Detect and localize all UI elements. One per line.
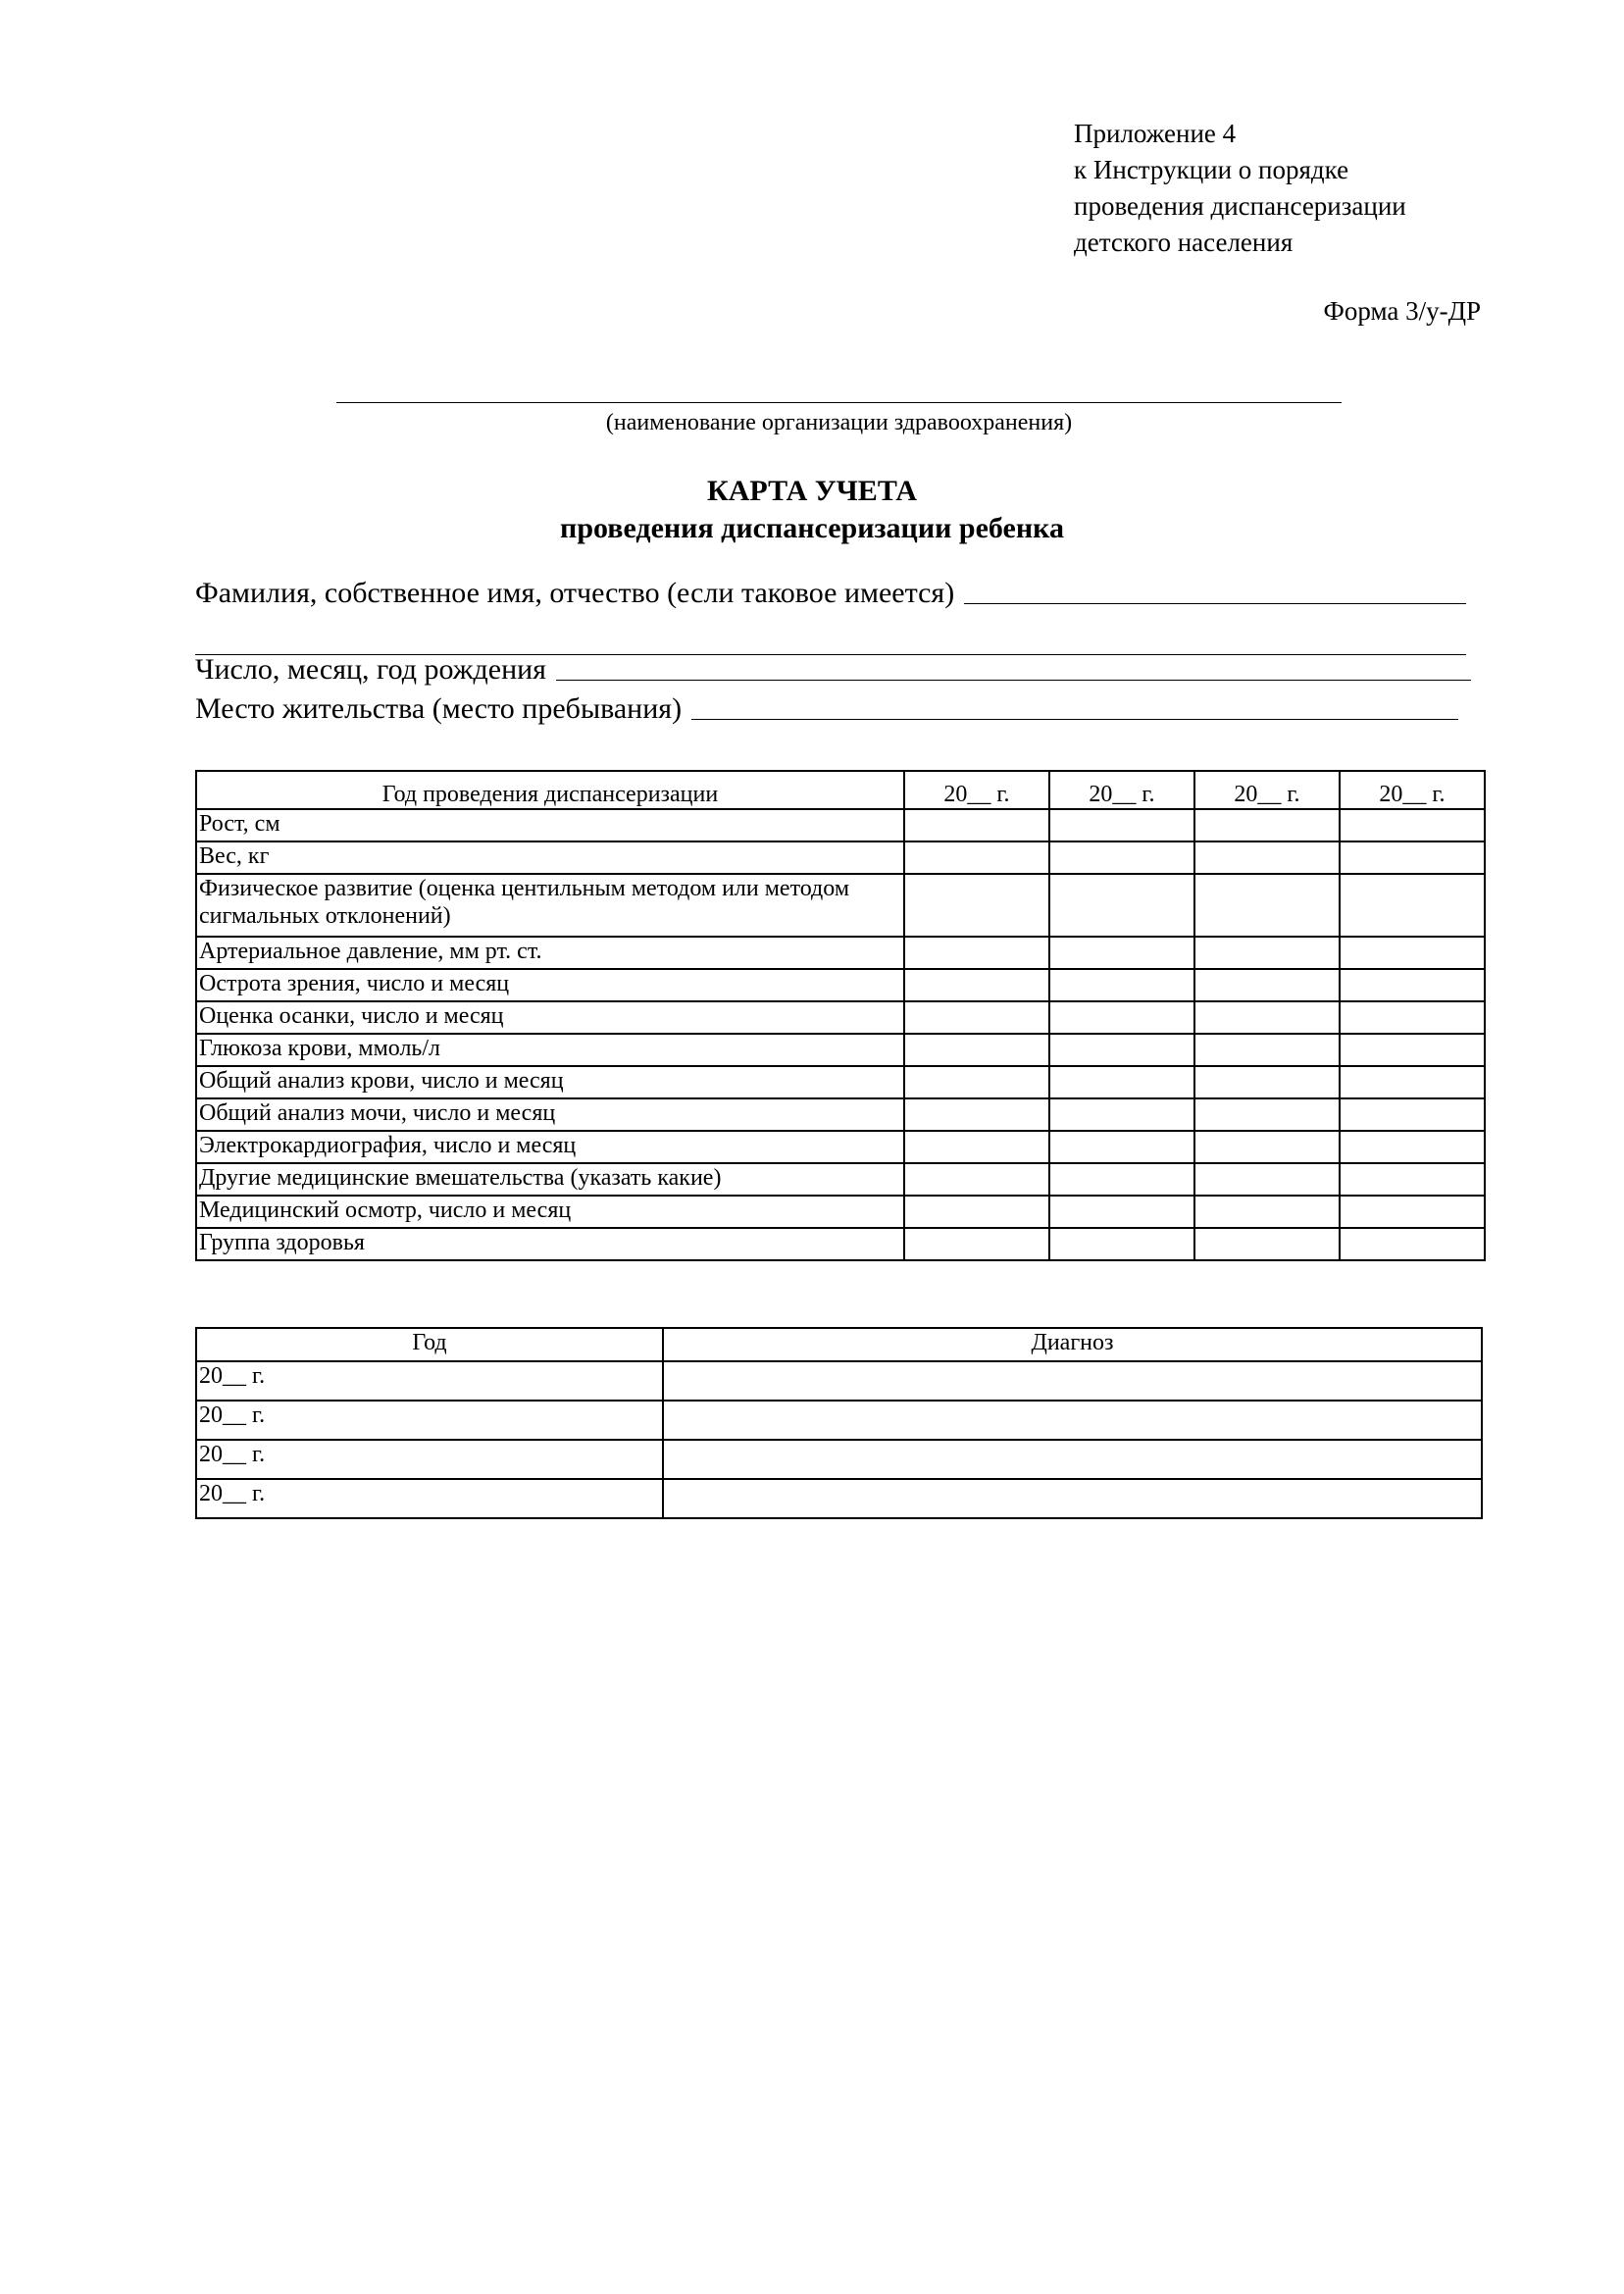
diagnosis-cell[interactable] xyxy=(663,1479,1482,1518)
row-label: Группа здоровья xyxy=(196,1228,904,1260)
appendix-line: к Инструкции о порядке xyxy=(1074,155,1349,184)
data-cell[interactable] xyxy=(1194,809,1340,841)
row-label: Другие медицинские вмешательства (указать какие) xyxy=(196,1163,904,1196)
table-row xyxy=(196,841,1485,874)
title-line-1: КАРТА УЧЕТА xyxy=(706,475,917,507)
appendix-line: Приложение 4 xyxy=(1074,119,1237,148)
data-cell[interactable] xyxy=(1049,874,1194,937)
appendix-line: детского населения xyxy=(1074,228,1294,257)
data-cell[interactable] xyxy=(1194,969,1340,1001)
year-cell: 20__ г. xyxy=(196,1440,663,1479)
row-label: Рост, см xyxy=(196,809,904,841)
data-cell[interactable] xyxy=(1049,1098,1194,1131)
data-cell[interactable] xyxy=(1340,1066,1485,1098)
year-cell: 20__ г. xyxy=(196,1401,663,1440)
row-label: Вес, кг xyxy=(196,841,904,874)
appendix-line: проведения диспансеризации xyxy=(1074,191,1406,221)
residence-input-line[interactable] xyxy=(691,718,1458,720)
examination-header-row xyxy=(196,771,1485,809)
table-row xyxy=(196,969,1485,1001)
data-cell[interactable] xyxy=(904,1001,1049,1034)
data-cell[interactable] xyxy=(904,1066,1049,1098)
header-year-col: 20__ г. xyxy=(1194,771,1340,809)
data-cell[interactable] xyxy=(904,1163,1049,1196)
data-cell[interactable] xyxy=(1340,1196,1485,1228)
header-year-col: 20__ г. xyxy=(1049,771,1194,809)
diagnosis-cell[interactable] xyxy=(663,1440,1482,1479)
year-cell: 20__ г. xyxy=(196,1479,663,1518)
data-cell[interactable] xyxy=(1340,1098,1485,1131)
birth-date-input-line[interactable] xyxy=(556,679,1471,681)
table-row xyxy=(196,1479,1482,1518)
data-cell[interactable] xyxy=(1194,1131,1340,1163)
diagnosis-header-row xyxy=(196,1328,1482,1361)
data-cell[interactable] xyxy=(1194,841,1340,874)
data-cell[interactable] xyxy=(904,1196,1049,1228)
data-cell[interactable] xyxy=(1194,1001,1340,1034)
data-cell[interactable] xyxy=(1340,969,1485,1001)
table-row xyxy=(196,1228,1485,1260)
fio-field xyxy=(195,577,1466,610)
table-row xyxy=(196,1001,1485,1034)
data-cell[interactable] xyxy=(1194,1066,1340,1098)
data-cell[interactable] xyxy=(1194,1228,1340,1260)
fio-label: Фамилия, собственное имя, отчество (если таковое имеется) xyxy=(195,577,955,609)
data-cell[interactable] xyxy=(1340,1131,1485,1163)
data-cell[interactable] xyxy=(1194,1196,1340,1228)
header-year: Год xyxy=(196,1328,663,1361)
header-year-col: 20__ г. xyxy=(904,771,1049,809)
row-label: Общий анализ мочи, число и месяц xyxy=(196,1098,904,1131)
header-exam-year: Год проведения диспансеризации xyxy=(196,771,904,809)
diagnosis-table xyxy=(195,1327,1483,1519)
header-year-col: 20__ г. xyxy=(1340,771,1485,809)
data-cell[interactable] xyxy=(1340,1163,1485,1196)
data-cell[interactable] xyxy=(1049,969,1194,1001)
table-row xyxy=(196,1401,1482,1440)
data-cell[interactable] xyxy=(1049,841,1194,874)
data-cell[interactable] xyxy=(1194,874,1340,937)
residence-field xyxy=(195,692,1458,726)
examination-table xyxy=(195,770,1486,1261)
data-cell[interactable] xyxy=(1194,1034,1340,1066)
data-cell[interactable] xyxy=(1049,809,1194,841)
data-cell[interactable] xyxy=(1049,1034,1194,1066)
table-row xyxy=(196,1066,1485,1098)
title-line-2: проведения диспансеризации ребенка xyxy=(560,512,1064,544)
table-row xyxy=(196,809,1485,841)
table-row xyxy=(196,937,1485,969)
row-label: Физическое развитие (оценка центильным методом или методом сигмальных отклонений) xyxy=(196,874,904,937)
row-label: Электрокардиография, число и месяц xyxy=(196,1131,904,1163)
data-cell[interactable] xyxy=(904,937,1049,969)
data-cell[interactable] xyxy=(904,969,1049,1001)
table-row xyxy=(196,1440,1482,1479)
organization-name-line[interactable] xyxy=(336,402,1342,403)
fio-input-line[interactable] xyxy=(964,602,1466,604)
data-cell[interactable] xyxy=(1049,1131,1194,1163)
document-title xyxy=(0,473,1624,547)
data-cell[interactable] xyxy=(1049,1066,1194,1098)
table-row xyxy=(196,1034,1485,1066)
table-row xyxy=(196,1196,1485,1228)
birth-date-field xyxy=(195,653,1471,687)
birth-date-label: Число, месяц, год рождения xyxy=(195,653,546,686)
table-row xyxy=(196,874,1485,937)
data-cell[interactable] xyxy=(904,874,1049,937)
data-cell[interactable] xyxy=(904,1228,1049,1260)
data-cell[interactable] xyxy=(1340,937,1485,969)
data-cell[interactable] xyxy=(1340,809,1485,841)
organization-caption: (наименование организации здравоохранения) xyxy=(605,410,1073,435)
data-cell[interactable] xyxy=(904,1098,1049,1131)
row-label: Медицинский осмотр, число и месяц xyxy=(196,1196,904,1228)
data-cell[interactable] xyxy=(1049,1163,1194,1196)
diagnosis-cell[interactable] xyxy=(663,1361,1482,1401)
data-cell[interactable] xyxy=(1340,841,1485,874)
residence-label: Место жительства (место пребывания) xyxy=(195,692,683,725)
row-label: Острота зрения, число и месяц xyxy=(196,969,904,1001)
table-row xyxy=(196,1131,1485,1163)
row-label: Оценка осанки, число и месяц xyxy=(196,1001,904,1034)
header-diagnosis: Диагноз xyxy=(663,1328,1482,1361)
row-label: Глюкоза крови, ммоль/л xyxy=(196,1034,904,1066)
data-cell[interactable] xyxy=(904,841,1049,874)
data-cell[interactable] xyxy=(1340,1001,1485,1034)
data-cell[interactable] xyxy=(1049,1196,1194,1228)
data-cell[interactable] xyxy=(1340,1034,1485,1066)
diagnosis-cell[interactable] xyxy=(663,1401,1482,1440)
data-cell[interactable] xyxy=(1049,1228,1194,1260)
year-cell: 20__ г. xyxy=(196,1361,663,1401)
appendix-reference xyxy=(1074,116,1406,261)
data-cell[interactable] xyxy=(1049,1001,1194,1034)
data-cell[interactable] xyxy=(1194,937,1340,969)
row-label: Общий анализ крови, число и месяц xyxy=(196,1066,904,1098)
data-cell[interactable] xyxy=(1340,1228,1485,1260)
table-row xyxy=(196,1098,1485,1131)
data-cell[interactable] xyxy=(904,809,1049,841)
data-cell[interactable] xyxy=(1340,874,1485,937)
data-cell[interactable] xyxy=(904,1131,1049,1163)
form-code: Форма 3/у-ДР xyxy=(1323,296,1481,326)
data-cell[interactable] xyxy=(904,1034,1049,1066)
table-row xyxy=(196,1163,1485,1196)
table-row xyxy=(196,1361,1482,1401)
row-label: Артериальное давление, мм рт. ст. xyxy=(196,937,904,969)
data-cell[interactable] xyxy=(1194,1098,1340,1131)
data-cell[interactable] xyxy=(1049,937,1194,969)
data-cell[interactable] xyxy=(1194,1163,1340,1196)
